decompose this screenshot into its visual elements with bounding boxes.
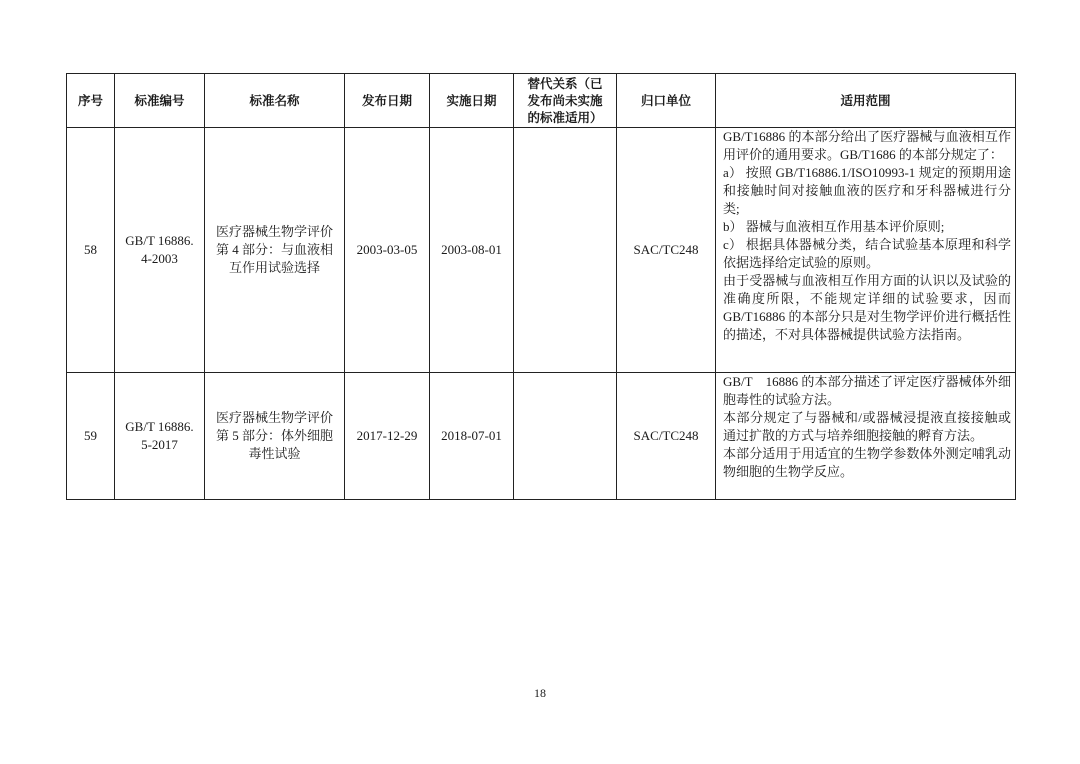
- cell-code-line2: 4-2003: [141, 251, 178, 266]
- cell-code-line2: 5-2017: [141, 437, 178, 452]
- cell-authority: SAC/TC248: [617, 128, 716, 373]
- standards-table: [66, 73, 1016, 500]
- scope-paragraph: a） 按照 GB/T16886.1/ISO10993-1 规定的预期用途和接触时间对接触血液的医疗和牙科器械进行分类;: [723, 165, 1011, 216]
- cell-name-line3: 互作用试验选择: [228, 260, 320, 275]
- header-scope: 适用范围: [716, 74, 1016, 128]
- table-header-row: [67, 74, 1016, 128]
- cell-code: [115, 128, 205, 373]
- page-number: 18: [534, 686, 546, 700]
- table-row: [67, 373, 1016, 500]
- scope-paragraph: 由于受器械与血液相互作用方面的认识以及试验的准确度所限，不能规定详细的试验要求，因而 GB/T16886 的本部分只是对生物学评价进行概括性的描述，不对具体器械提供试验方法指南。: [723, 273, 1011, 342]
- scope-paragraph: GB/T 16886 的本部分描述了评定医疗器械体外细胞毒性的试验方法。: [723, 374, 1011, 407]
- cell-publish-date: 2003-03-05: [345, 128, 430, 373]
- cell-name-line3: 毒性试验: [248, 446, 301, 461]
- header-implement-date: 实施日期: [430, 74, 514, 128]
- scope-paragraph: 本部分规定了与器械和/或器械浸提液直接接触或通过扩散的方式与培养细胞接触的孵育方法。: [723, 410, 1011, 443]
- header-code: 标准编号: [115, 74, 205, 128]
- header-name: 标准名称: [205, 74, 345, 128]
- cell-authority: SAC/TC248: [617, 373, 716, 500]
- cell-no: 58: [67, 128, 115, 373]
- header-replacement: 替代关系（已发布尚未实施的标准适用）: [514, 74, 617, 128]
- cell-scope: [716, 373, 1016, 500]
- cell-implement-date: 2018-07-01: [430, 373, 514, 500]
- header-no: 序号: [67, 74, 115, 128]
- cell-code: [115, 373, 205, 500]
- header-publish-date: 发布日期: [345, 74, 430, 128]
- cell-name-line2: 第 5 部分：体外细胞: [215, 428, 333, 443]
- cell-replacement: [514, 128, 617, 373]
- cell-implement-date: 2003-08-01: [430, 128, 514, 373]
- scope-paragraph: c） 根据具体器械分类，结合试验基本原理和科学依据选择给定试验的原则。: [723, 237, 1011, 270]
- cell-name: [205, 128, 345, 373]
- scope-paragraph: GB/T16886 的本部分给出了医疗器械与血液相互作用评价的通用要求。GB/T1686 的本部分规定了：: [723, 129, 1011, 162]
- cell-replacement: [514, 373, 617, 500]
- cell-no: 59: [67, 373, 115, 500]
- cell-scope: [716, 128, 1016, 373]
- cell-name-line1: 医疗器械生物学评价: [215, 410, 333, 425]
- header-authority: 归口单位: [617, 74, 716, 128]
- cell-name: [205, 373, 345, 500]
- table-row: [67, 128, 1016, 373]
- cell-code-line1: GB/T 16886.: [125, 233, 194, 248]
- scope-paragraph: 本部分适用于用适宜的生物学参数体外测定哺乳动物细胞的生物学反应。: [723, 446, 1011, 479]
- scope-paragraph: b） 器械与血液相互作用基本评价原则;: [723, 219, 945, 234]
- cell-code-line1: GB/T 16886.: [125, 419, 194, 434]
- cell-publish-date: 2017-12-29: [345, 373, 430, 500]
- cell-name-line1: 医疗器械生物学评价: [215, 224, 333, 239]
- cell-name-line2: 第 4 部分：与血液相: [215, 242, 333, 257]
